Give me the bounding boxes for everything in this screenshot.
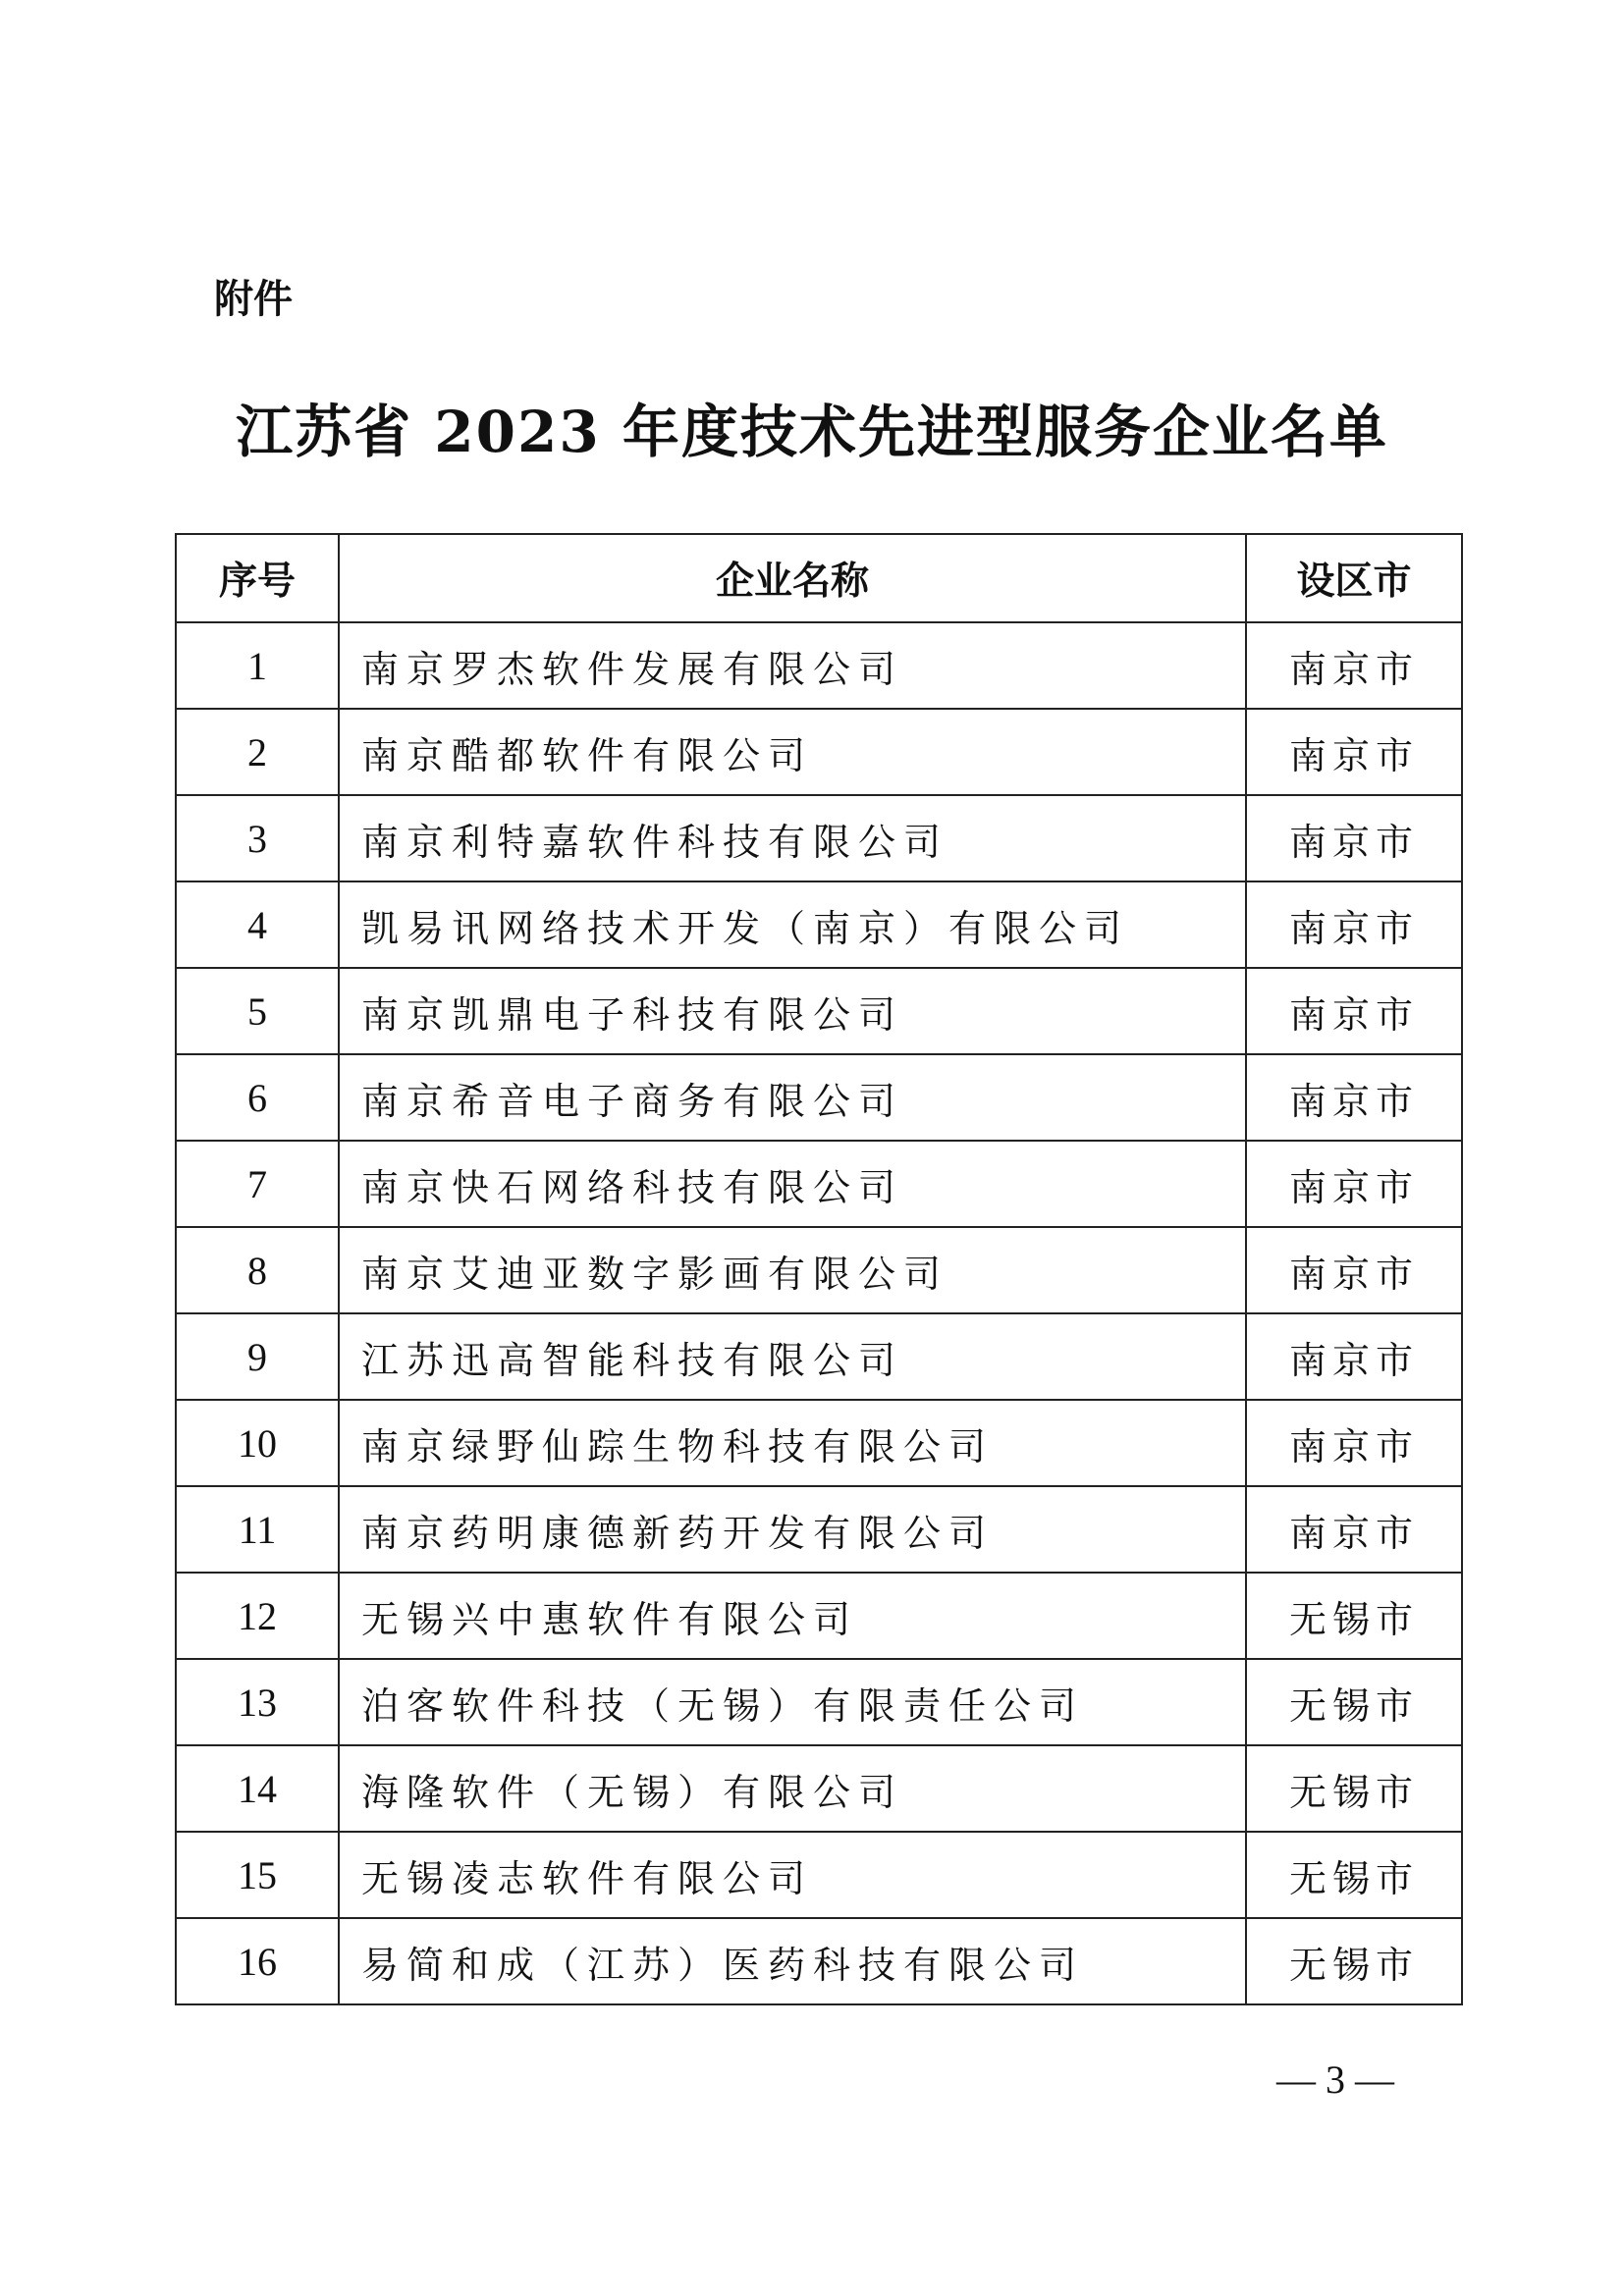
row-city-cell: 南京市 — [1246, 881, 1462, 968]
row-city-cell: 南京市 — [1246, 1486, 1462, 1573]
header-city: 设区市 — [1246, 534, 1462, 622]
page-number: — 3 — — [1276, 2057, 1394, 2102]
row-enterprise-name-cell: 南京酷都软件有限公司 — [339, 709, 1246, 795]
row-seq-cell: 13 — [176, 1659, 339, 1745]
row-city-cell: 南京市 — [1246, 1400, 1462, 1486]
row-seq-cell: 16 — [176, 1918, 339, 2004]
row-seq-cell: 9 — [176, 1313, 339, 1400]
table-row — [176, 709, 1462, 795]
row-seq-cell: 15 — [176, 1832, 339, 1918]
row-seq-cell: 10 — [176, 1400, 339, 1486]
row-seq-cell: 2 — [176, 709, 339, 795]
table-body — [176, 622, 1462, 2004]
row-seq-cell: 1 — [176, 622, 339, 709]
row-enterprise-name-cell: 南京罗杰软件发展有限公司 — [339, 622, 1246, 709]
row-seq-cell: 12 — [176, 1573, 339, 1659]
table-row — [176, 1400, 1462, 1486]
row-enterprise-name-cell: 南京绿野仙踪生物科技有限公司 — [339, 1400, 1246, 1486]
row-seq-cell: 8 — [176, 1227, 339, 1313]
table-row — [176, 622, 1462, 709]
table-row — [176, 1054, 1462, 1141]
row-city-cell: 无锡市 — [1246, 1745, 1462, 1832]
row-enterprise-name-cell: 南京希音电子商务有限公司 — [339, 1054, 1246, 1141]
row-city-cell: 南京市 — [1246, 795, 1462, 881]
header-enterprise-name: 企业名称 — [339, 534, 1246, 622]
table-row — [176, 1141, 1462, 1227]
row-seq-cell: 6 — [176, 1054, 339, 1141]
table-row — [176, 1573, 1462, 1659]
row-city-cell: 南京市 — [1246, 1227, 1462, 1313]
document-title: 江苏省 2023 年度技术先进型服务企业名单 — [236, 399, 1388, 465]
table-row — [176, 1918, 1462, 2004]
enterprise-table — [175, 533, 1463, 2005]
table-row — [176, 1659, 1462, 1745]
row-enterprise-name-cell: 南京快石网络科技有限公司 — [339, 1141, 1246, 1227]
row-seq-cell: 5 — [176, 968, 339, 1054]
row-enterprise-name-cell: 无锡兴中惠软件有限公司 — [339, 1573, 1246, 1659]
table-row — [176, 968, 1462, 1054]
row-enterprise-name-cell: 南京药明康德新药开发有限公司 — [339, 1486, 1246, 1573]
row-city-cell: 南京市 — [1246, 1054, 1462, 1141]
attachment-label: 附件 — [214, 277, 293, 322]
table-row — [176, 1486, 1462, 1573]
row-city-cell: 南京市 — [1246, 709, 1462, 795]
row-city-cell: 南京市 — [1246, 968, 1462, 1054]
row-seq-cell: 11 — [176, 1486, 339, 1573]
table-row — [176, 1832, 1462, 1918]
row-city-cell: 南京市 — [1246, 622, 1462, 709]
header-seq: 序号 — [176, 534, 339, 622]
table-header-row — [176, 534, 1462, 622]
table-row — [176, 795, 1462, 881]
table-row — [176, 881, 1462, 968]
row-city-cell: 南京市 — [1246, 1141, 1462, 1227]
row-seq-cell: 3 — [176, 795, 339, 881]
row-seq-cell: 4 — [176, 881, 339, 968]
table-row — [176, 1745, 1462, 1832]
row-enterprise-name-cell: 南京凯鼎电子科技有限公司 — [339, 968, 1246, 1054]
row-enterprise-name-cell: 江苏迅高智能科技有限公司 — [339, 1313, 1246, 1400]
row-enterprise-name-cell: 泊客软件科技（无锡）有限责任公司 — [339, 1659, 1246, 1745]
row-enterprise-name-cell: 南京利特嘉软件科技有限公司 — [339, 795, 1246, 881]
row-enterprise-name-cell: 凯易讯网络技术开发（南京）有限公司 — [339, 881, 1246, 968]
row-city-cell: 无锡市 — [1246, 1573, 1462, 1659]
row-city-cell: 无锡市 — [1246, 1832, 1462, 1918]
row-city-cell: 无锡市 — [1246, 1918, 1462, 2004]
table-row — [176, 1227, 1462, 1313]
row-enterprise-name-cell: 无锡凌志软件有限公司 — [339, 1832, 1246, 1918]
row-city-cell: 无锡市 — [1246, 1659, 1462, 1745]
row-city-cell: 南京市 — [1246, 1313, 1462, 1400]
row-enterprise-name-cell: 南京艾迪亚数字影画有限公司 — [339, 1227, 1246, 1313]
row-seq-cell: 7 — [176, 1141, 339, 1227]
table-row — [176, 1313, 1462, 1400]
row-enterprise-name-cell: 易简和成（江苏）医药科技有限公司 — [339, 1918, 1246, 2004]
row-seq-cell: 14 — [176, 1745, 339, 1832]
row-enterprise-name-cell: 海隆软件（无锡）有限公司 — [339, 1745, 1246, 1832]
